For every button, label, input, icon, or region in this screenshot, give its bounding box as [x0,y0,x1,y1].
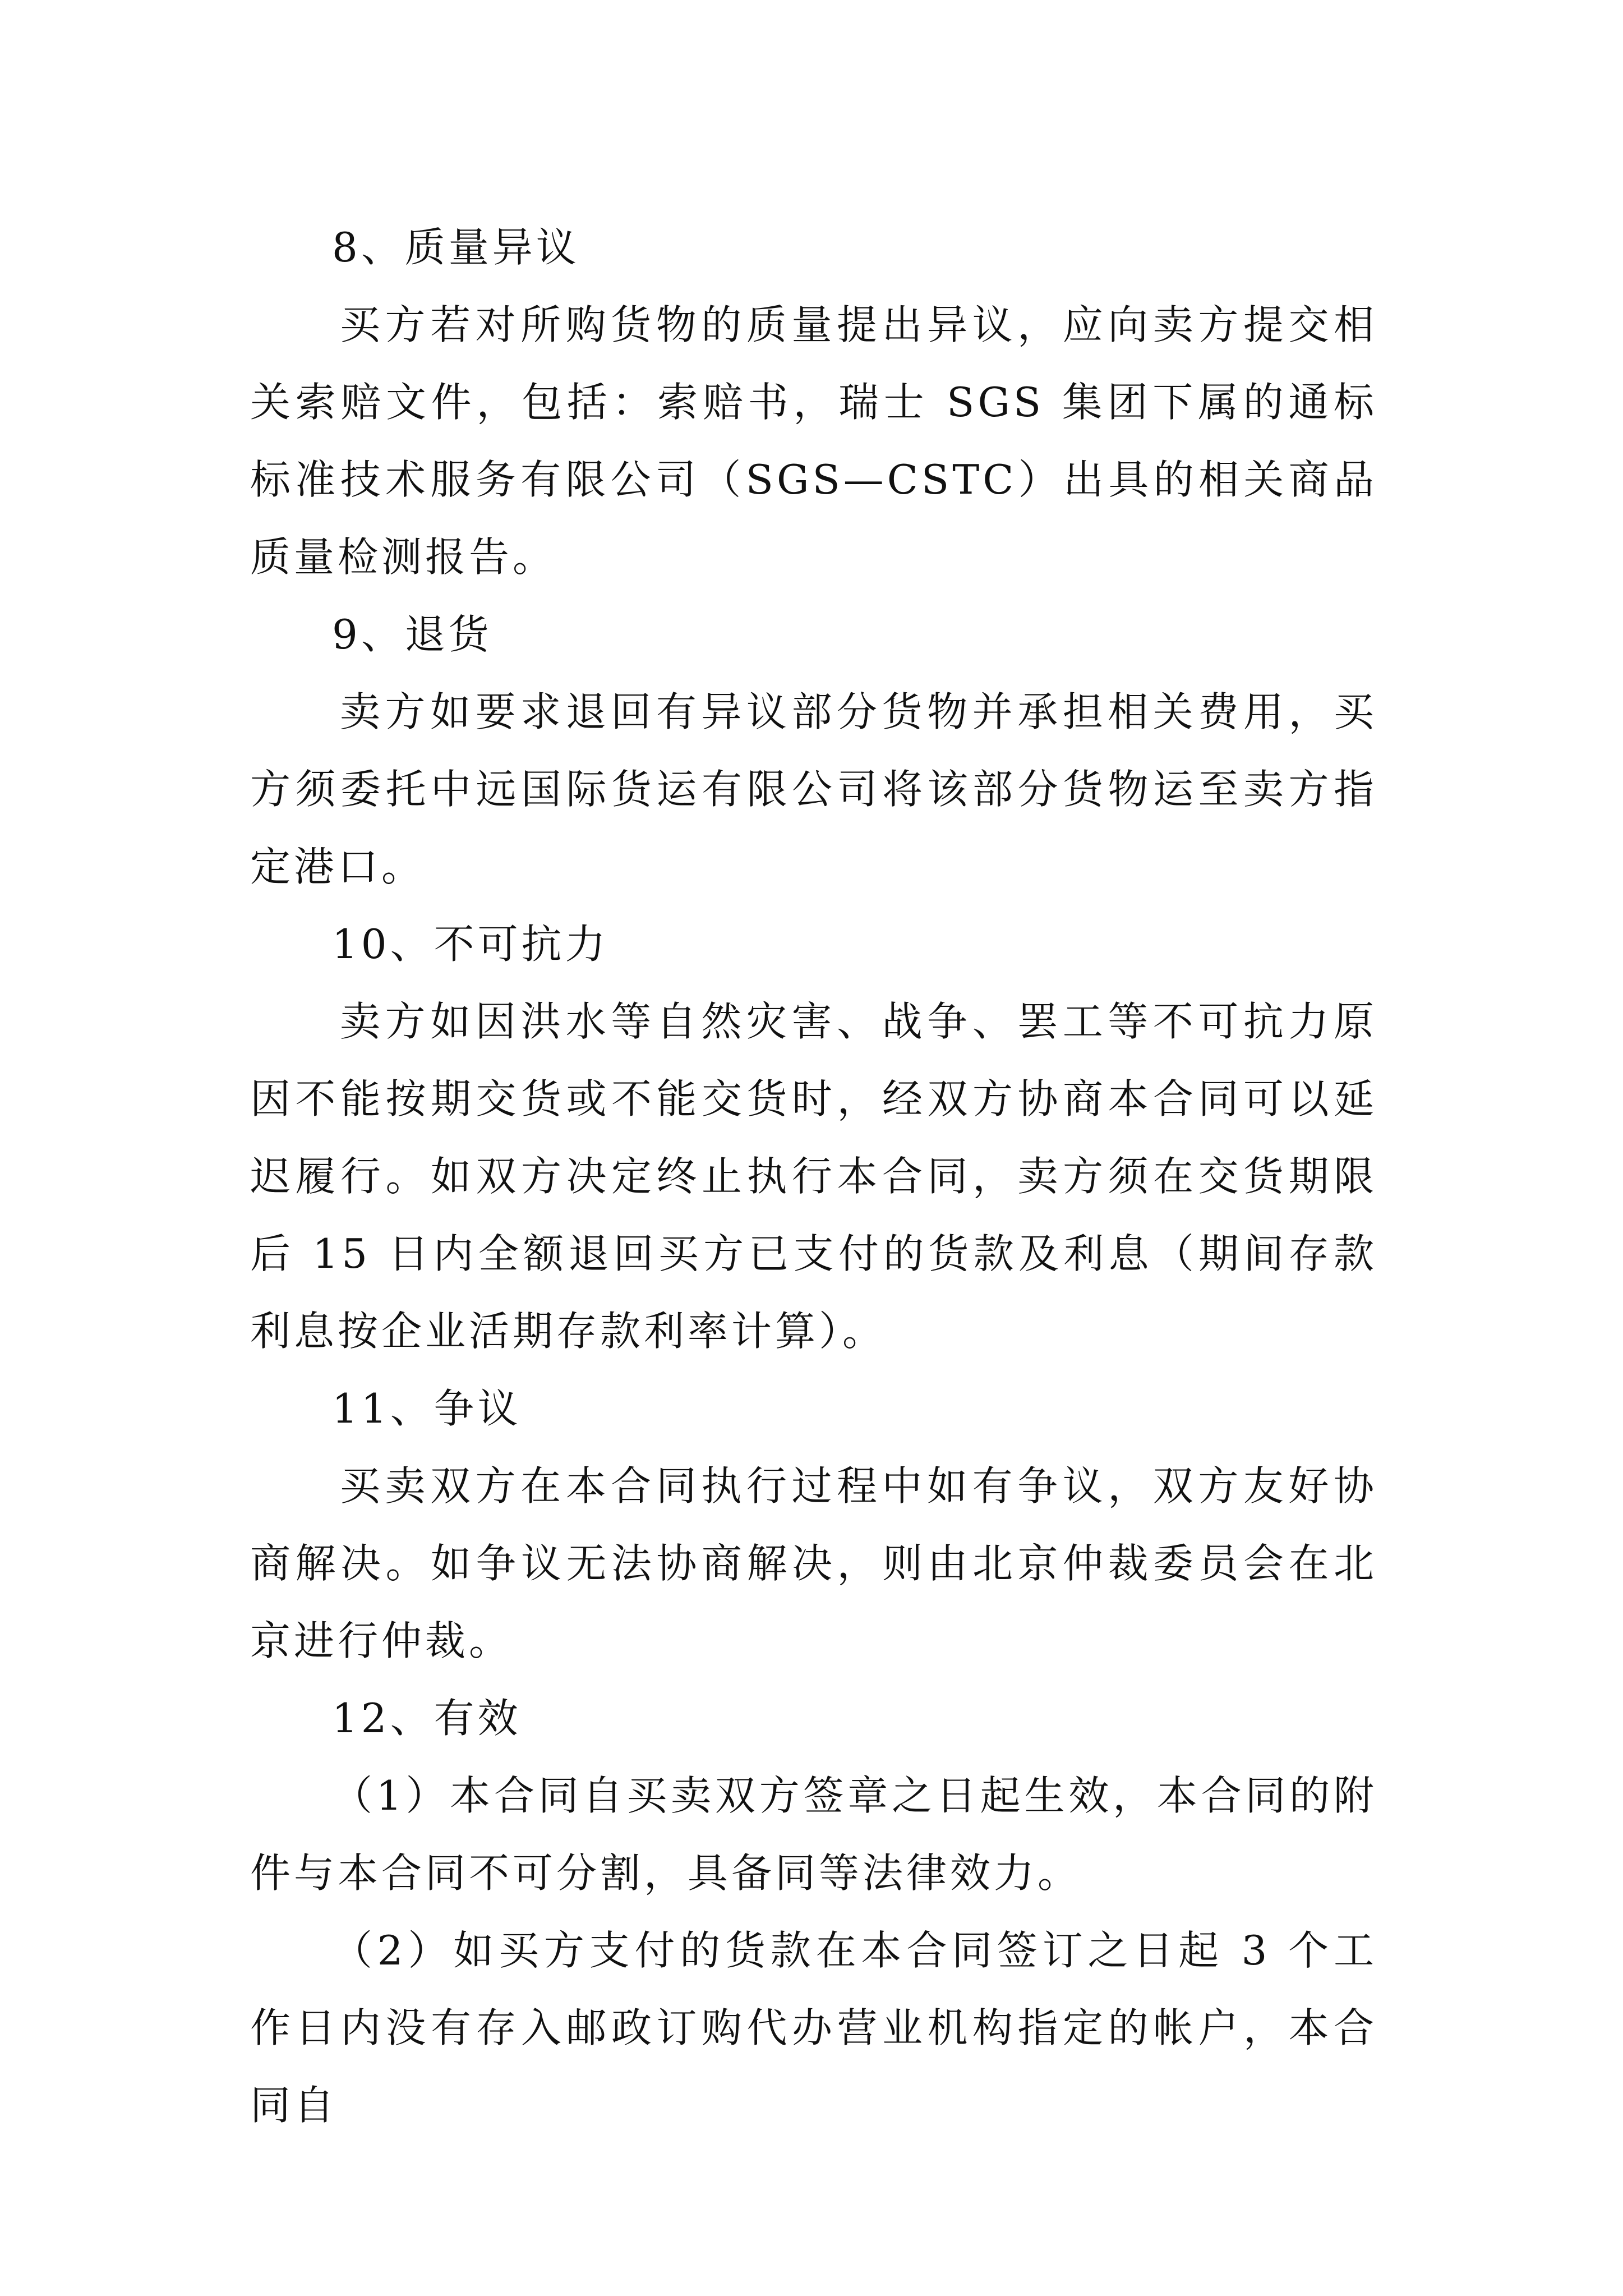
paragraph-quality-objection: 买方若对所购货物的质量提出异议，应向卖方提交相关索赔文件，包括：索赔书，瑞士 SGS 集团下属的通标标准技术服务有限公司（SGS—CSTC）出具的相关商品质量检测报告。 [250,301,1377,581]
section-heading-validity: 12、有效 [332,1695,522,1742]
section-heading-dispute: 11、争议 [332,1385,522,1432]
paragraph-return-goods: 卖方如要求退回有异议部分货物并承担相关费用，买方须委托中远国际货运有限公司将该部分货物运至卖方指定港口。 [250,688,1377,890]
paragraph-validity-clause-2: （2）如买方支付的货款在本合同签订之日起 3 个工作日内没有存入邮政订购代办营业机构指定的帐户，本合同自 [250,1927,1377,2129]
paragraph-validity-clause-1: （1）本合同自买卖双方签章之日起生效，本合同的附件与本合同不可分割，具备同等法律效力。 [250,1772,1377,1897]
paragraph-force-majeure: 卖方如因洪水等自然灾害、战争、罢工等不可抗力原因不能按期交货或不能交货时，经双方协商本合同可以延迟履行。如双方决定终止执行本合同，卖方须在交货期限后 15 日内全额退回买方已支付的货款及利息（期间存款利息按企业活期存款利率计算）。 [250,998,1377,1355]
section-heading-quality-objection: 8、质量异议 [332,224,580,271]
paragraph-dispute: 买卖双方在本合同执行过程中如有争议，双方友好协商解决。如争议无法协商解决，则由北京仲裁委员会在北京进行仲裁。 [250,1462,1377,1664]
contract-body [250,209,1377,2144]
section-heading-force-majeure: 10、不可抗力 [332,921,609,968]
section-heading-return-goods: 9、退货 [332,611,492,658]
